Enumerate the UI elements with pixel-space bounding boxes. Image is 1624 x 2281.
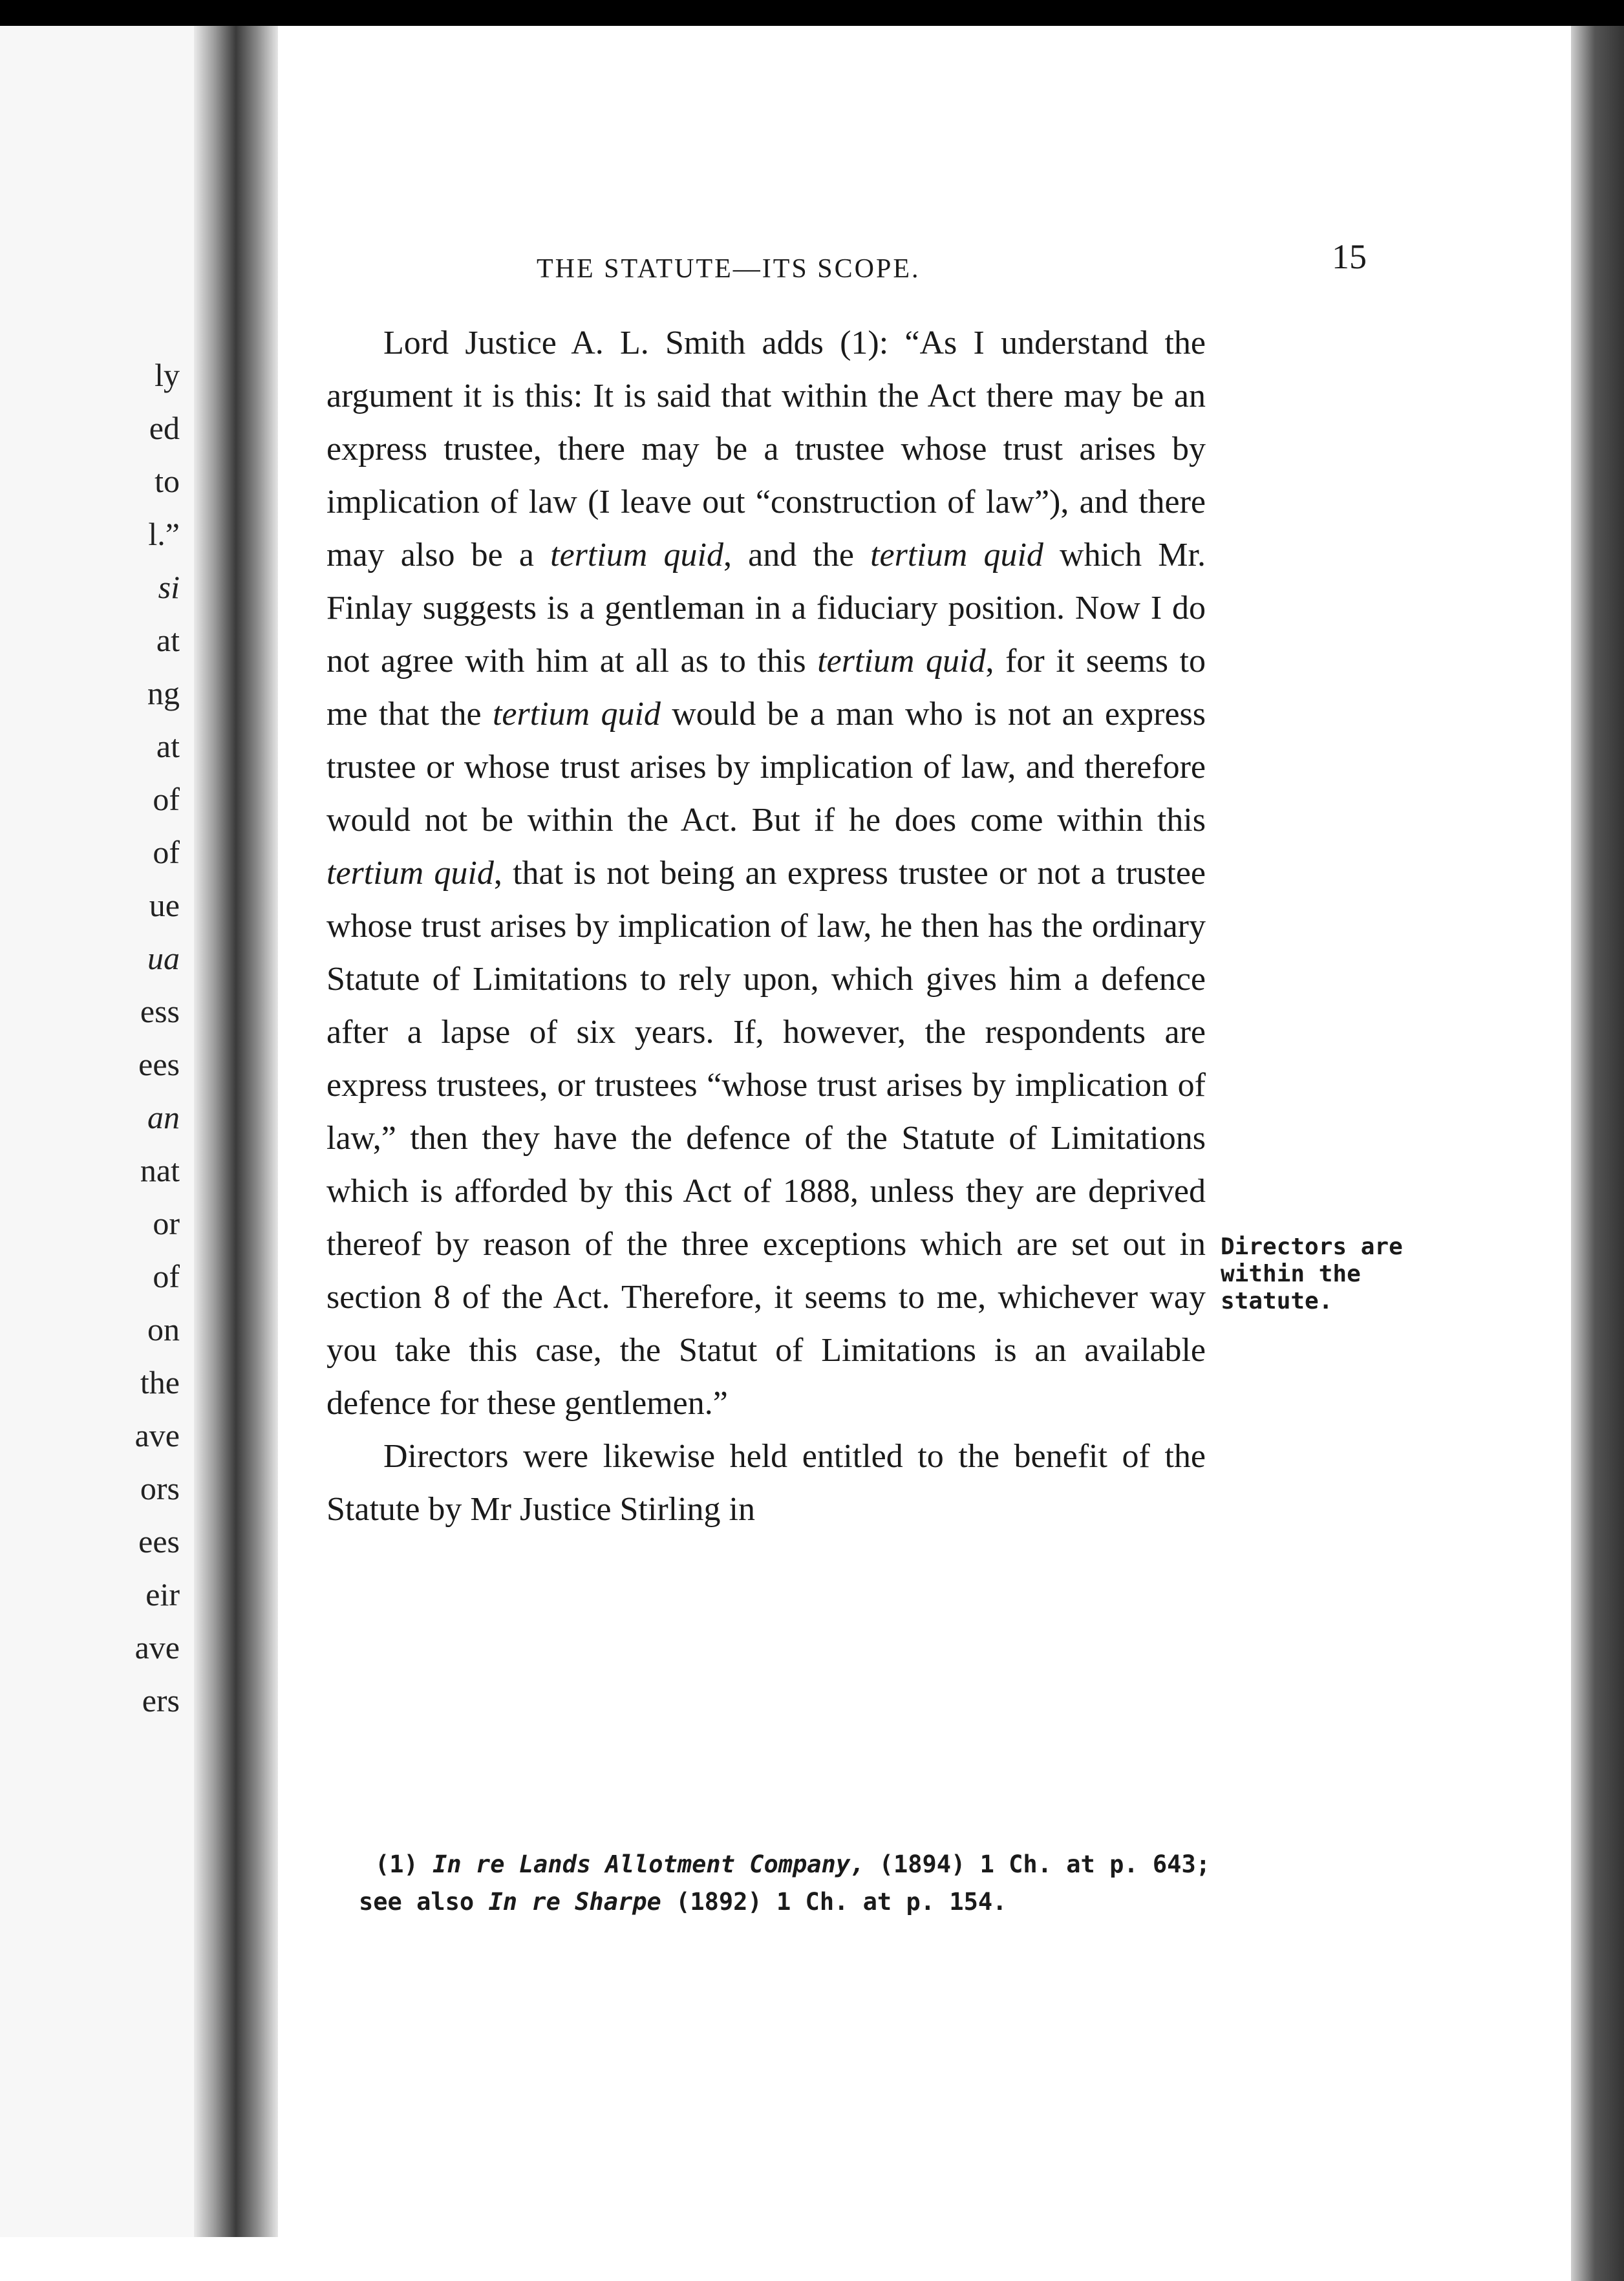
left-page-text-fragment: si [158,569,180,605]
left-page-text-fragment: ue [149,887,180,923]
marginal-note-line: Directors are [1221,1234,1403,1260]
left-page-fragment [0,26,194,2237]
scan-frame-top [0,0,1624,26]
text-run: (1) [375,1850,433,1878]
text-run: (1892) 1 Ch. at p. 154. [661,1888,1007,1916]
running-head: THE STATUTE—ITS SCOPE. [537,254,921,284]
text-run: Lord Justice A. L. Smith adds (1): “As I understand the argument it is this: It is said that within the Act there may be an express trustee, there may be a trustee whose trust arises by implication of law (I leave out “construction of law”), and there may also be a [326,325,1206,573]
italic-text: In re Lands Allotment Company, [433,1850,865,1878]
body-text [326,317,1206,1536]
book-gutter [194,26,278,2237]
left-page-text-fragment: or [153,1205,180,1241]
left-page-text-fragment: ees [138,1523,180,1559]
paragraph [326,317,1206,1430]
left-page-text-fragment: of [153,1258,180,1294]
left-page-text-fragment: ers [142,1682,180,1719]
left-page-text-fragment: ave [134,1417,180,1453]
left-page-text-fragment: ly [155,357,180,393]
left-page-text-fragment: at [156,728,180,764]
marginal-note-line: within the [1221,1261,1361,1287]
left-page-text-fragment: ng [147,675,180,711]
italic-text: tertium quid [326,855,494,892]
italic-text: tertium quid [550,537,723,573]
footnote-line [359,1846,1225,1883]
left-page-text-fragment: ees [138,1046,180,1082]
left-page-text-fragment: ed [149,410,180,446]
text-run: , that is not being an express trustee or not a trustee whose trust arises by implication of law, he then has the ordinary Statute of Limitations to rely upon, which gives him a defence after a lapse of six years. If, however, the respondents are express trustees, or trustees “whose trust arises by implication of law,” then they have the defence of the Statute of Limitations which is afforded by this Act of 1888, unless they are deprived thereof by reason of the three exceptions which are set out in section 8 of the Act. Therefore, it seems to me, whichever way you take this case, the Statut of Limitations is an available defence for these gentlemen.” [326,855,1206,1422]
text-run: (1894) 1 Ch. at p. 643; [864,1850,1211,1878]
marginal-note [1221,1234,1427,1315]
text-run: see also [359,1888,489,1916]
left-page-text-fragment: ors [140,1470,180,1506]
left-page-text-fragment: of [153,781,180,817]
page-bottom [0,2237,1571,2281]
text-run: Directors were likewise held entitled to the benefit of the Statute by Mr Justice Stirling in [326,1438,1206,1528]
left-page-text-fragment: to [155,463,180,499]
footnote [359,1846,1225,1921]
italic-text: tertium quid [492,696,661,733]
text-run: , and the [723,537,871,573]
left-page-text-fragment: ess [140,993,180,1029]
text-run: which Mr. Finlay suggests is a gentleman in a fiduciary position. Now I do not agree with him at all as to this [326,537,1206,680]
paragraph [326,1430,1206,1536]
text-run: , for it seems to me that the [326,643,1206,733]
italic-text: tertium quid [817,643,986,680]
left-page-text-fragment: nat [140,1152,180,1188]
left-page-text-fragment: ave [134,1629,180,1665]
left-page-text-fragment: l.” [148,516,180,552]
left-page-text-fragment: of [153,834,180,870]
left-page-text-fragment: ua [147,940,180,976]
left-page-text-fragment: at [156,622,180,658]
italic-text: In re Sharpe [488,1888,661,1916]
left-page-text-fragment: on [147,1311,180,1347]
marginal-note-line: statute. [1221,1288,1333,1314]
scan-frame-right [1571,26,1624,2281]
left-page-text-fragment: eir [145,1576,180,1612]
left-page-text-fragment: the [140,1364,180,1400]
page-number: 15 [1332,237,1367,276]
italic-text: tertium quid [870,537,1043,573]
footnote-line [359,1883,1225,1921]
text-run: would be a man who is not an express trustee or whose trust arises by implication of law, and therefore would not be within the Act. But if he does come within this [326,696,1206,839]
left-page-text-fragment: an [147,1099,180,1135]
